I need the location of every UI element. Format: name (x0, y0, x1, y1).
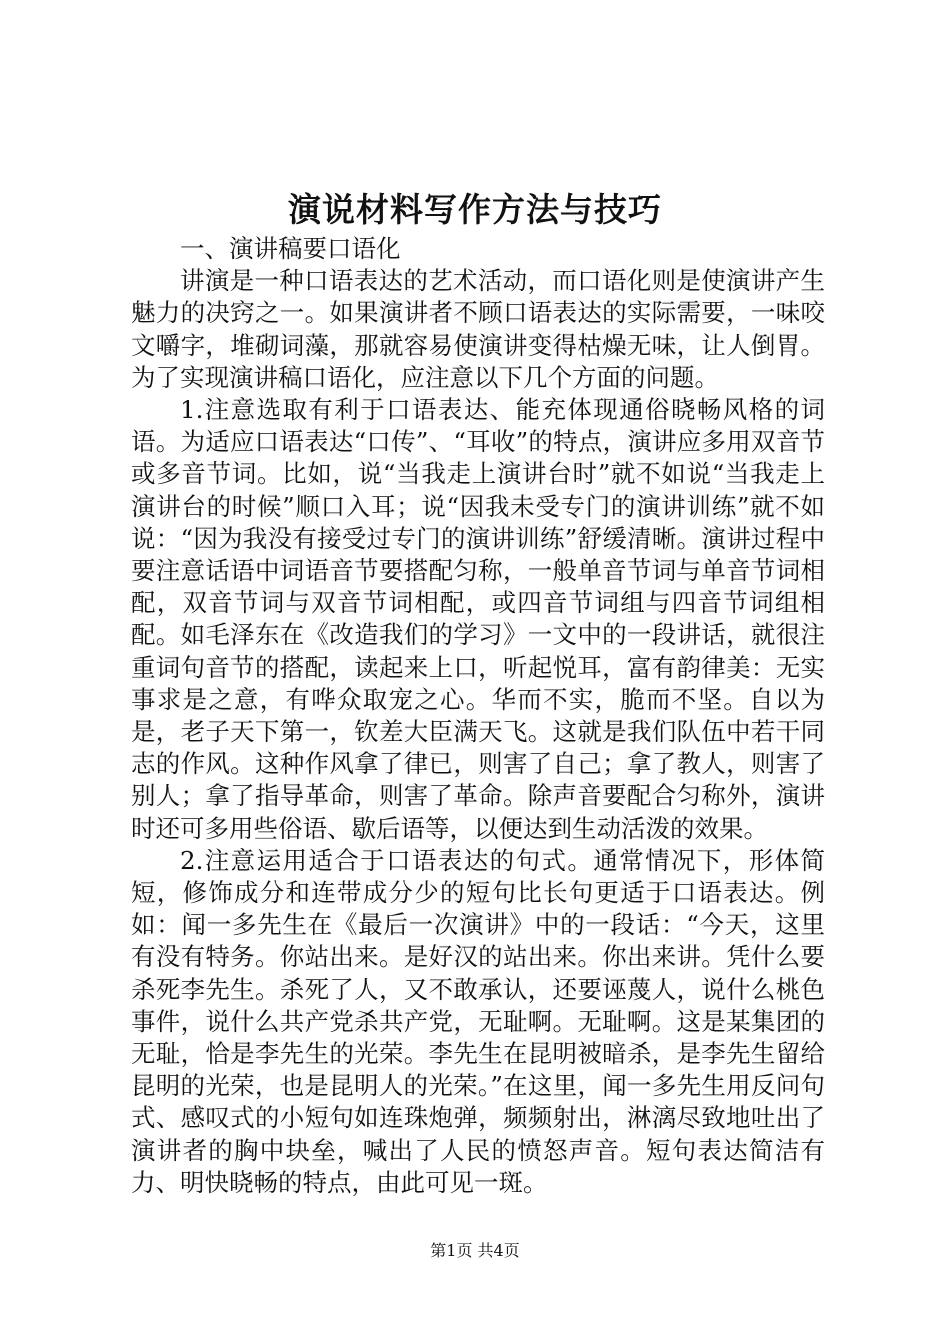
paragraph: 讲演是一种口语表达的艺术活动，而口语化则是使演讲产生魅力的决窍之一。如果演讲者不顾口语表达的实际需要，一味咬文嚼字，堆砌词藻，那就容易使演讲变得枯燥无味，让人倒胃。为了实现演讲稿口语化，应注意以下几个方面的问题。 (131, 266, 825, 392)
paragraph: 2.注意运用适合于口语表达的句式。通常情况下，形体简短，修饰成分和连带成分少的短句比长句更适于口语表达。例如：闻一多先生在《最后一次演讲》中的一段话：“今天，这里有没有特务。你站出来。是好汉的站出来。你出来讲。凭什么要杀死李先生。杀死了人，又不敢承认，还要诬蔑人，说什么桃色事件，说什么共产党杀共产党，无耻啊。无耻啊。这是某集团的无耻，恰是李先生的光荣。李先生在昆明被暗杀，是李先生留给昆明的光荣，也是昆明人的光荣。”在这里，闻一多先生用反问句式、感叹式的小短句如连珠炮弹，频频射出，淋漓尽致地吐出了演讲者的胸中块垒，喊出了人民的愤怒声音。短句表达简洁有力、明快晓畅的特点，由此可见一斑。 (131, 845, 825, 1197)
page-footer: 第1页 共4页 (430, 1241, 520, 1260)
section-heading: 一、演讲稿要口语化 (180, 234, 401, 263)
paragraph: 1.注意选取有利于口语表达、能充体现通俗晓畅风格的词语。为适应口语表达“口传”、“耳收”的特点，演讲应多用双音节或多音节词。比如，说“当我走上演讲台时”就不如说“当我走上演讲台的时候”顺口入耳；说“因我未受专门的演讲训练”就不如说：“因为我没有接受过专门的演讲训练”舒缓清晰。演讲过程中要注意话语中词语音节要搭配匀称，一般单音节词与单音节词相配，双音节词与双音节词相配，或四音节词组与四音节词组相配。如毛泽东在《改造我们的学习》一文中的一段讲话，就很注重词句音节的搭配，读起来上口，听起悦耳，富有韵律美：无实事求是之意，有哗众取宠之心。华而不实，脆而不坚。自以为是，老子天下第一，钦差大臣满天飞。这就是我们队伍中若干同志的作风。这种作风拿了律已，则害了自己；拿了教人，则害了别人；拿了指导革命，则害了革命。除声音要配合匀称外，演讲时还可多用些俗语、歇后语等，以便达到生动活泼的效果。 (131, 395, 825, 843)
document-title: 演说材料写作方法与技巧 (288, 190, 662, 229)
document-body (131, 233, 825, 1199)
